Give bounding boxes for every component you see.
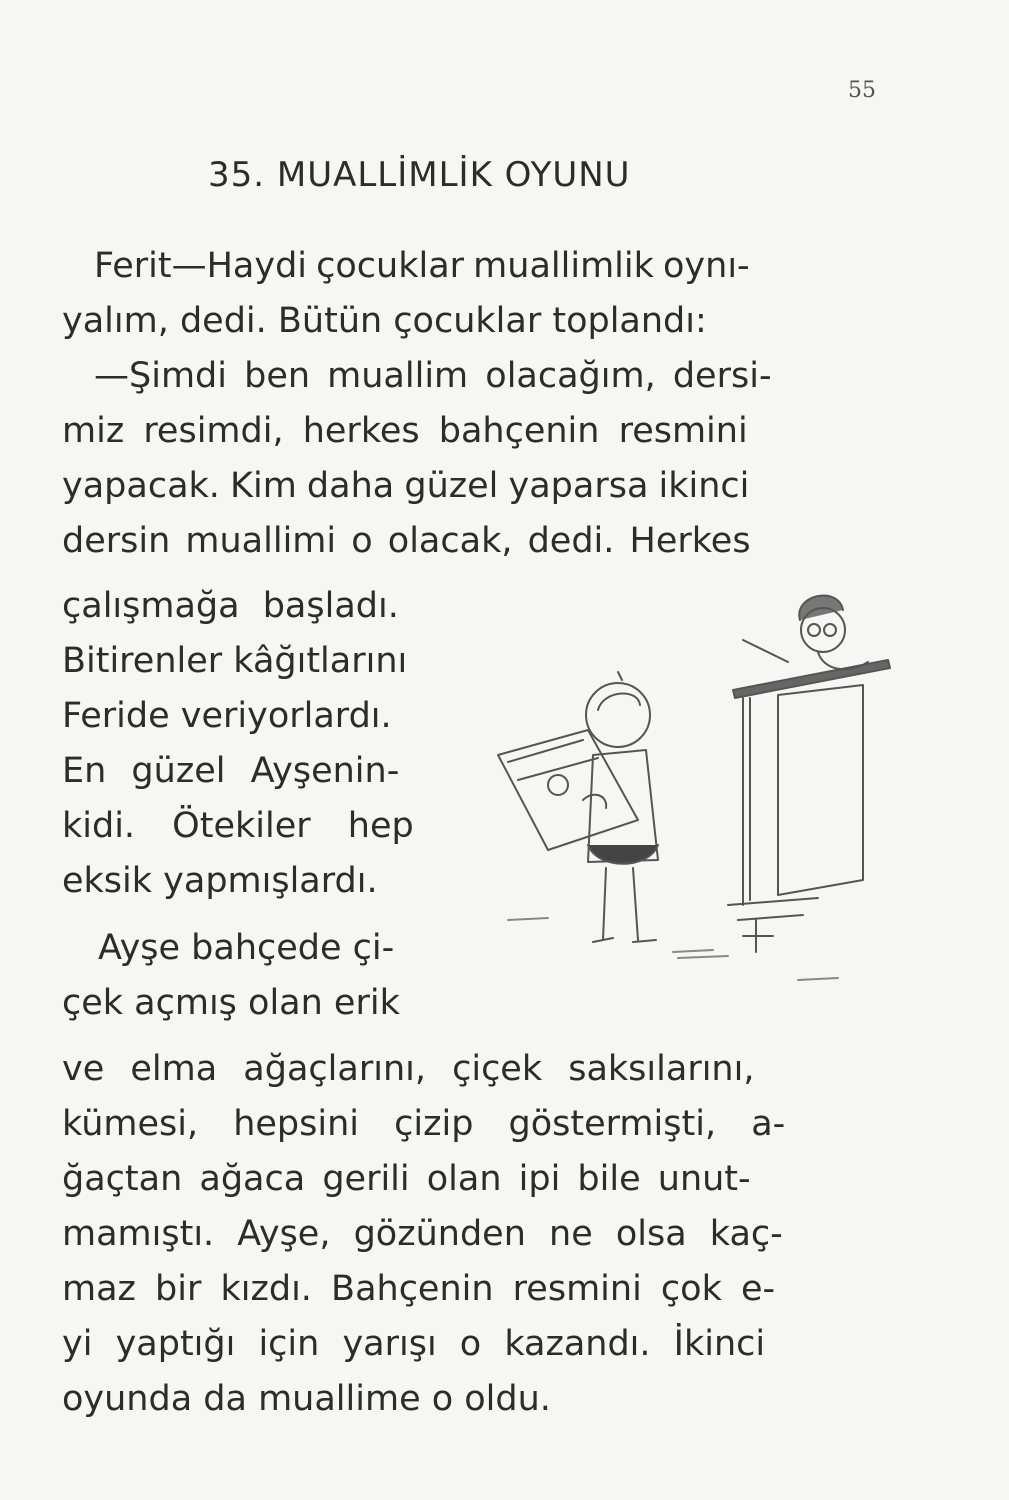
body-line: yi yaptığı için yarışı o kazandı. İkinci bbox=[62, 1324, 766, 1364]
boy-drawing bbox=[743, 596, 868, 670]
page-number: 55 bbox=[848, 78, 876, 103]
body-line: kidi. Ötekiler hep bbox=[62, 806, 414, 846]
body-line: En güzel Ayşenin- bbox=[62, 751, 400, 791]
body-line: yalım, dedi. Bütün çocuklar toplandı: bbox=[62, 301, 707, 341]
body-line: çalışmağa başladı. bbox=[62, 586, 399, 626]
body-line: oyunda da muallime o oldu. bbox=[62, 1379, 551, 1419]
ground-lines bbox=[508, 918, 838, 980]
body-line: —Şimdi ben muallim olacağım, dersi- bbox=[94, 356, 772, 396]
body-line: Ayşe bahçede çi- bbox=[98, 928, 395, 968]
body-line: Feride veriyorlardı. bbox=[62, 696, 392, 736]
girl-drawing bbox=[498, 672, 658, 942]
body-line: kümesi, hepsini çizip göstermişti, a- bbox=[62, 1104, 786, 1144]
chapter-title: 35. MUALLİMLİK OYUNU bbox=[208, 155, 631, 195]
body-line: Ferit—Haydi çocuklar muallimlik oynı- bbox=[94, 246, 750, 286]
body-line: çek açmış olan erik bbox=[62, 983, 400, 1023]
body-line: maz bir kızdı. Bahçenin resmini çok e- bbox=[62, 1269, 776, 1309]
blackboard-drawing bbox=[728, 660, 890, 952]
body-line: dersin muallimi o olacak, dedi. Herkes bbox=[62, 521, 751, 561]
body-line: miz resimdi, herkes bahçenin resmini bbox=[62, 411, 748, 451]
body-line: mamıştı. Ayşe, gözünden ne olsa kaç- bbox=[62, 1214, 783, 1254]
body-line: Bitirenler kâğıtlarını bbox=[62, 641, 408, 681]
body-line: ğaçtan ağaca gerili olan ipi bile unut- bbox=[62, 1159, 751, 1199]
body-line: yapacak. Kim daha güzel yaparsa ikinci bbox=[62, 466, 750, 506]
body-line: eksik yapmışlardı. bbox=[62, 861, 378, 901]
body-line: ve elma ağaçlarını, çiçek saksılarını, bbox=[62, 1049, 755, 1089]
children-drawing-illustration bbox=[488, 580, 908, 1040]
